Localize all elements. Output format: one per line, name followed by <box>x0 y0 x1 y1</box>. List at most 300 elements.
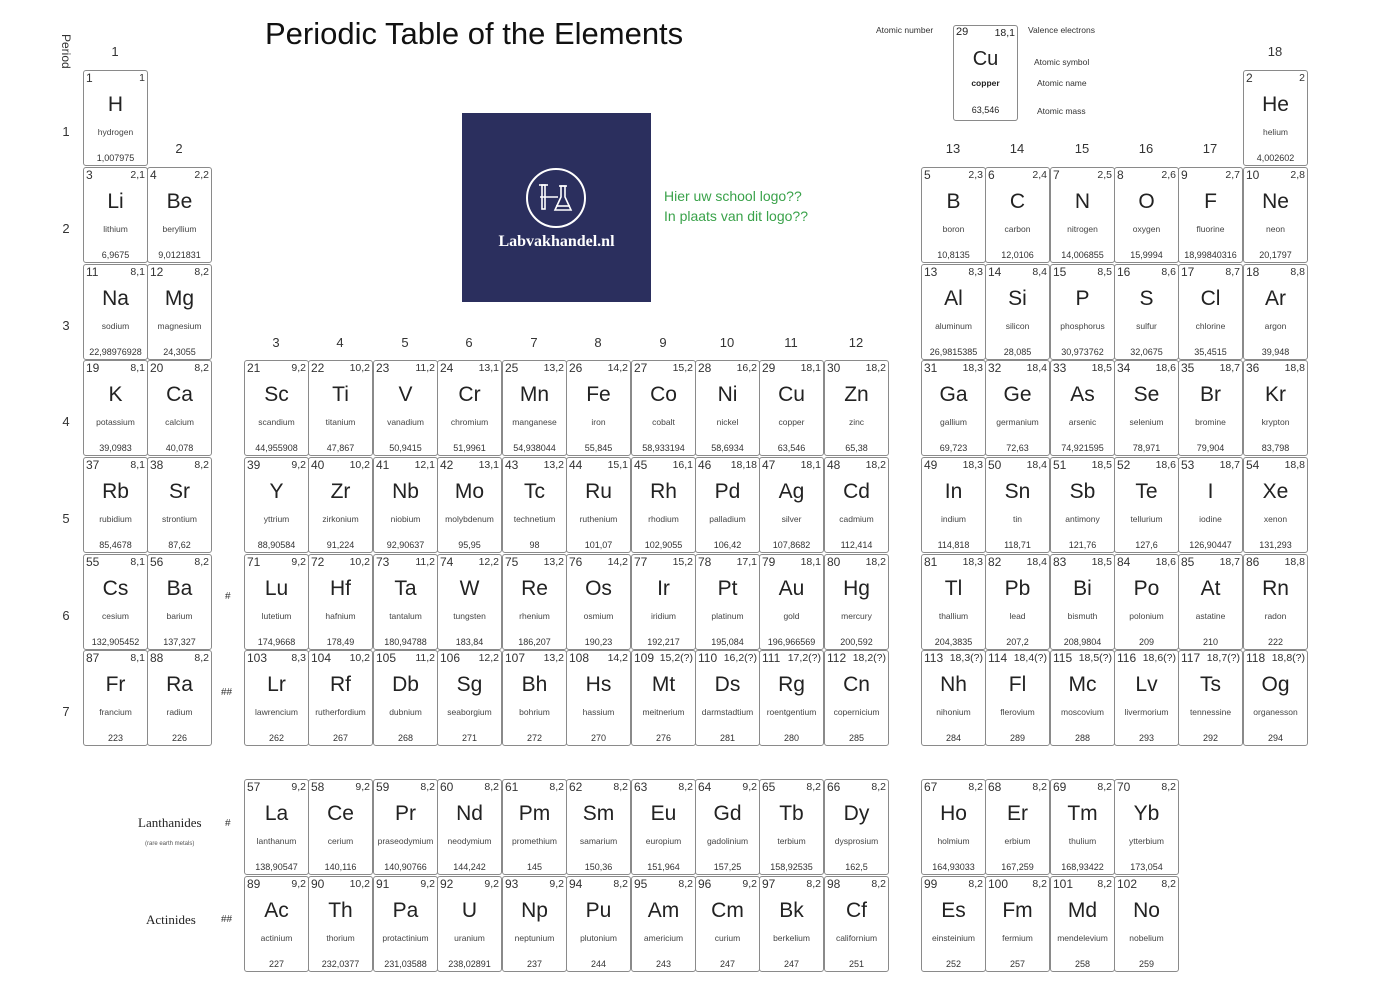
atomic-mass: 63,546 <box>777 443 806 453</box>
atomic-number: 108 <box>569 651 590 665</box>
element-cell-pr <box>373 779 438 875</box>
lanthanide-marker-main: # <box>225 591 231 602</box>
atomic-number: 97 <box>762 877 776 891</box>
element-cell-np <box>502 876 567 972</box>
valence-electrons: 8,2 <box>968 781 983 793</box>
element-symbol: Tc <box>524 480 545 503</box>
valence-electrons: 9,2 <box>742 878 757 890</box>
valence-electrons: 9,2 <box>355 781 370 793</box>
atomic-number: 76 <box>569 555 583 569</box>
element-symbol: Bh <box>521 673 548 696</box>
element-name: curium <box>714 933 741 943</box>
atomic-number: 24 <box>440 361 454 375</box>
atomic-mass: 58,933194 <box>642 443 685 453</box>
element-symbol: Hg <box>843 577 870 600</box>
period-label-7: 7 <box>62 704 70 719</box>
valence-electrons: 9,2 <box>291 459 306 471</box>
element-name: thallium <box>938 611 969 621</box>
legend-label-name: Atomic name <box>1037 78 1087 88</box>
atomic-number: 86 <box>1246 555 1260 569</box>
element-name: beryllium <box>162 224 197 234</box>
valence-electrons: 9,2 <box>484 878 499 890</box>
element-name: praseodymium <box>377 836 434 846</box>
valence-electrons: 8,2 <box>1161 878 1176 890</box>
element-cell-rg <box>759 650 824 746</box>
element-symbol: Ni <box>717 383 738 406</box>
group-label-12: 12 <box>848 335 864 350</box>
valence-electrons: 18,1 <box>800 459 821 471</box>
valence-electrons: 18,2 <box>865 556 886 568</box>
element-cell-mn <box>502 360 567 456</box>
element-cell-ts <box>1178 650 1243 746</box>
valence-electrons: 12,2 <box>478 652 499 664</box>
element-name: astatine <box>1195 611 1226 621</box>
element-name: platinum <box>711 611 744 621</box>
element-symbol: Ho <box>940 802 967 825</box>
element-symbol: Kr <box>1265 383 1286 406</box>
element-cell-v <box>373 360 438 456</box>
atomic-mass: 127,6 <box>1135 540 1158 550</box>
atomic-number: 7 <box>1053 168 1060 182</box>
valence-electrons: 9,2 <box>742 781 757 793</box>
element-cell-fe <box>566 360 631 456</box>
legend-valence: 18,1 <box>994 27 1015 39</box>
atomic-number: 38 <box>150 458 164 472</box>
element-cell-fr <box>83 650 148 746</box>
element-cell-tb <box>759 779 824 875</box>
element-symbol: Sg <box>456 673 483 696</box>
element-name: selenium <box>1129 417 1164 427</box>
atomic-mass: 12,0106 <box>1001 250 1034 260</box>
element-symbol: Cn <box>843 673 870 696</box>
atomic-mass: 9,0121831 <box>158 250 201 260</box>
element-symbol: At <box>1200 577 1221 600</box>
atomic-number: 82 <box>988 555 1002 569</box>
atomic-mass: 226 <box>171 733 188 743</box>
atomic-mass: 294 <box>1267 733 1284 743</box>
element-name: rutherfordium <box>315 707 366 717</box>
element-name: xenon <box>1263 514 1288 524</box>
element-symbol: Ta <box>394 577 417 600</box>
atomic-mass: 50,9415 <box>389 443 422 453</box>
atomic-mass: 222 <box>1267 637 1284 647</box>
element-cell-li <box>83 167 148 263</box>
element-name: fluorine <box>1196 224 1225 234</box>
valence-electrons: 8,2 <box>806 781 821 793</box>
atomic-mass: 22,98976928 <box>89 347 142 357</box>
valence-electrons: 8,1 <box>130 556 145 568</box>
atomic-mass: 65,38 <box>845 443 868 453</box>
element-symbol: C <box>1009 190 1026 213</box>
group-label-10: 10 <box>719 335 735 350</box>
element-symbol: P <box>1075 287 1090 310</box>
element-cell-tc <box>502 457 567 553</box>
element-cell-cl <box>1178 264 1243 360</box>
element-name: zinc <box>848 417 865 427</box>
element-name: sodium <box>101 321 130 331</box>
legend-label-atomic-number: Atomic number <box>876 25 934 35</box>
atomic-mass: 167,259 <box>1001 862 1034 872</box>
valence-electrons: 10,2 <box>349 878 370 890</box>
atomic-number: 117 <box>1181 651 1201 665</box>
atomic-mass: 54,938044 <box>513 443 556 453</box>
element-symbol: Eu <box>650 802 677 825</box>
lanthanide-marker-row: # <box>225 818 231 829</box>
element-name: rhodium <box>648 514 679 524</box>
valence-electrons: 18,6 <box>1155 362 1176 374</box>
period-label-6: 6 <box>62 608 70 623</box>
atomic-number: 4 <box>150 168 157 182</box>
atomic-number: 91 <box>376 877 390 891</box>
valence-electrons: 8,1 <box>130 266 145 278</box>
valence-electrons: 8,1 <box>130 652 145 664</box>
atomic-number: 1 <box>86 71 93 85</box>
element-name: moscovium <box>1061 707 1104 717</box>
valence-electrons: 8,3 <box>968 266 983 278</box>
element-cell-sn <box>985 457 1050 553</box>
valence-electrons: 2 <box>1299 72 1305 84</box>
atomic-number: 45 <box>634 458 648 472</box>
valence-electrons: 13,1 <box>478 362 499 374</box>
atomic-number: 102 <box>1117 877 1138 891</box>
valence-electrons: 17,2(?) <box>787 652 821 664</box>
atomic-mass: 243 <box>655 959 672 969</box>
element-symbol: Th <box>328 899 353 922</box>
atomic-mass: 92,90637 <box>386 540 425 550</box>
element-cell-lu <box>244 554 309 650</box>
element-name: radon <box>1264 611 1287 621</box>
atomic-number: 57 <box>247 780 261 794</box>
element-name: manganese <box>512 417 557 427</box>
valence-electrons: 18,6 <box>1155 459 1176 471</box>
element-cell-ca <box>147 360 212 456</box>
element-cell-ru <box>566 457 631 553</box>
valence-electrons: 8,2 <box>549 781 564 793</box>
element-cell-es <box>921 876 986 972</box>
element-cell-tl <box>921 554 986 650</box>
note-line-2: In plaats van dit logo?? <box>664 208 808 224</box>
atomic-mass: 251 <box>848 959 865 969</box>
atomic-number: 26 <box>569 361 583 375</box>
atomic-mass: 200,592 <box>840 637 873 647</box>
atomic-mass: 186,207 <box>518 637 551 647</box>
atomic-number: 59 <box>376 780 390 794</box>
element-cell-ir <box>631 554 696 650</box>
valence-electrons: 18,4 <box>1026 556 1047 568</box>
element-cell-ge <box>985 360 1050 456</box>
element-name: gallium <box>940 417 967 427</box>
element-symbol: Er <box>1007 802 1028 825</box>
element-name: silicon <box>1005 321 1030 331</box>
element-name: fermium <box>1002 933 1033 943</box>
element-cell-u <box>437 876 502 972</box>
valence-electrons: 8,2 <box>484 781 499 793</box>
element-name: darmstadtium <box>701 707 754 717</box>
element-name: krypton <box>1261 417 1290 427</box>
atomic-number: 79 <box>762 555 776 569</box>
atomic-mass: 267 <box>332 733 349 743</box>
element-name: chlorine <box>1195 321 1226 331</box>
element-symbol: Mg <box>164 287 195 310</box>
brand-name: Labvakhandel.nl <box>498 233 615 250</box>
element-cell-sm <box>566 779 631 875</box>
element-name: ytterbium <box>1129 836 1164 846</box>
chemistry-flask-icon <box>526 168 586 228</box>
atomic-number: 8 <box>1117 168 1124 182</box>
element-name: iron <box>591 417 606 427</box>
atomic-mass: 178,49 <box>326 637 355 647</box>
atomic-mass: 144,242 <box>453 862 486 872</box>
element-symbol: Rf <box>330 673 351 696</box>
atomic-mass: 18,99840316 <box>1184 250 1237 260</box>
element-symbol: Np <box>521 899 548 922</box>
element-symbol: Es <box>941 899 966 922</box>
element-cell-hs <box>566 650 631 746</box>
atomic-mass: 118,71 <box>1004 540 1031 550</box>
element-symbol: Ds <box>714 673 741 696</box>
element-cell-sc <box>244 360 309 456</box>
element-name: thulium <box>1068 836 1097 846</box>
atomic-number: 75 <box>505 555 519 569</box>
element-symbol: Hf <box>330 577 351 600</box>
group-label-13: 13 <box>945 141 961 156</box>
element-cell-cn <box>824 650 889 746</box>
legend-label-symbol: Atomic symbol <box>1034 57 1090 67</box>
element-name: barium <box>166 611 193 621</box>
atomic-mass: 58,6934 <box>711 443 744 453</box>
element-name: hafnium <box>325 611 356 621</box>
element-name: molybdenum <box>445 514 494 524</box>
element-name: zirkonium <box>322 514 359 524</box>
element-name: titanium <box>325 417 356 427</box>
atomic-number: 77 <box>634 555 648 569</box>
atomic-mass: 232,0377 <box>321 959 360 969</box>
atomic-number: 67 <box>924 780 938 794</box>
atomic-mass: 35,4515 <box>1194 347 1227 357</box>
element-symbol: Po <box>1133 577 1160 600</box>
element-symbol: Mn <box>519 383 550 406</box>
atomic-mass: 174,9668 <box>257 637 296 647</box>
atomic-number: 107 <box>505 651 526 665</box>
valence-electrons: 18,4(?) <box>1013 652 1047 664</box>
atomic-number: 56 <box>150 555 164 569</box>
element-cell-po <box>1114 554 1179 650</box>
element-symbol: Al <box>944 287 963 310</box>
element-cell-al <box>921 264 986 360</box>
valence-electrons: 10,2 <box>349 652 370 664</box>
atomic-number: 84 <box>1117 555 1131 569</box>
element-name: organesson <box>1253 707 1298 717</box>
element-cell-zr <box>308 457 373 553</box>
valence-electrons: 8,2 <box>678 781 693 793</box>
element-symbol: S <box>1139 287 1154 310</box>
atomic-number: 85 <box>1181 555 1195 569</box>
atomic-mass: 98 <box>529 540 540 550</box>
element-symbol: K <box>108 383 123 406</box>
element-symbol: Rh <box>650 480 677 503</box>
valence-electrons: 18,6(?) <box>1142 652 1176 664</box>
atomic-number: 105 <box>376 651 397 665</box>
atomic-mass: 145 <box>526 862 543 872</box>
atomic-number: 70 <box>1117 780 1131 794</box>
atomic-number: 29 <box>762 361 776 375</box>
atomic-mass: 10,8135 <box>937 250 970 260</box>
legend-mass: 63,546 <box>971 105 1000 115</box>
atomic-number: 64 <box>698 780 712 794</box>
legend-label-valence: Valence electrons <box>1028 25 1095 35</box>
element-symbol: Hs <box>585 673 612 696</box>
valence-electrons: 18,4 <box>1026 362 1047 374</box>
element-cell-am <box>631 876 696 972</box>
atomic-mass: 79,904 <box>1196 443 1225 453</box>
atomic-number: 116 <box>1117 651 1137 665</box>
atomic-number: 2 <box>1246 71 1253 85</box>
atomic-number: 98 <box>827 877 841 891</box>
valence-electrons: 8,2 <box>194 459 209 471</box>
atomic-number: 88 <box>150 651 164 665</box>
element-name: boron <box>942 224 965 234</box>
atomic-number: 113 <box>924 651 944 665</box>
atomic-mass: 258 <box>1074 959 1091 969</box>
element-cell-f <box>1178 167 1243 263</box>
element-symbol: Ca <box>166 383 193 406</box>
element-symbol: Ti <box>332 383 349 406</box>
valence-electrons: 2,6 <box>1161 169 1176 181</box>
atomic-mass: 272 <box>526 733 543 743</box>
valence-electrons: 18,5(?) <box>1078 652 1112 664</box>
valence-electrons: 2,1 <box>130 169 145 181</box>
valence-electrons: 18,5 <box>1091 362 1112 374</box>
element-symbol: Zr <box>330 480 351 503</box>
element-symbol: F <box>1204 190 1217 213</box>
element-name: lanthanum <box>256 836 297 846</box>
atomic-mass: 281 <box>719 733 736 743</box>
element-symbol: Rb <box>102 480 129 503</box>
valence-electrons: 18,18 <box>730 459 757 471</box>
element-cell-nh <box>921 650 986 746</box>
atomic-number: 110 <box>698 651 718 665</box>
element-name: dubnium <box>389 707 422 717</box>
element-cell-pt <box>695 554 760 650</box>
valence-electrons: 8,5 <box>1097 266 1112 278</box>
element-name: roentgentium <box>766 707 817 717</box>
element-name: palladium <box>709 514 746 524</box>
element-name: europium <box>645 836 682 846</box>
element-name: cesium <box>102 611 129 621</box>
element-name: nitrogen <box>1067 224 1098 234</box>
atomic-mass: 4,002602 <box>1256 153 1295 163</box>
atomic-number: 49 <box>924 458 938 472</box>
legend-example-cell <box>953 25 1018 121</box>
valence-electrons: 8,2 <box>871 878 886 890</box>
valence-electrons: 13,2 <box>543 459 564 471</box>
element-name: copper <box>778 417 805 427</box>
atomic-mass: 51,9961 <box>453 443 486 453</box>
element-symbol: Lu <box>264 577 289 600</box>
element-symbol: Md <box>1067 899 1098 922</box>
element-symbol: Mo <box>454 480 485 503</box>
element-cell-sb <box>1050 457 1115 553</box>
valence-electrons: 2,2 <box>194 169 209 181</box>
element-cell-mc <box>1050 650 1115 746</box>
element-name: aluminum <box>935 321 972 331</box>
group-label-18: 18 <box>1267 44 1283 59</box>
valence-electrons: 8,2 <box>871 781 886 793</box>
valence-electrons: 8,2 <box>194 362 209 374</box>
element-cell-pb <box>985 554 1050 650</box>
valence-electrons: 8,3 <box>291 652 306 664</box>
element-symbol: Xe <box>1262 480 1289 503</box>
valence-electrons: 8,2 <box>420 781 435 793</box>
valence-electrons: 15,2(?) <box>659 652 693 664</box>
atomic-mass: 126,90447 <box>1189 540 1232 550</box>
valence-electrons: 15,2 <box>672 556 693 568</box>
atomic-mass: 121,76 <box>1068 540 1097 550</box>
element-name: argon <box>1264 321 1287 331</box>
valence-electrons: 8,2 <box>194 652 209 664</box>
valence-electrons: 16,2 <box>736 362 757 374</box>
atomic-number: 95 <box>634 877 648 891</box>
element-symbol: Ne <box>1262 190 1289 213</box>
element-cell-te <box>1114 457 1179 553</box>
atomic-number: 39 <box>247 458 261 472</box>
element-name: carbon <box>1004 224 1031 234</box>
atomic-mass: 26,9815385 <box>929 347 978 357</box>
legend-atomic-number: 29 <box>956 26 969 38</box>
atomic-mass: 227 <box>268 959 285 969</box>
element-name: bohrium <box>519 707 550 717</box>
element-symbol: Si <box>1008 287 1027 310</box>
element-cell-mg <box>147 264 212 360</box>
atomic-mass: 140,116 <box>324 862 357 872</box>
atomic-mass: 276 <box>655 733 672 743</box>
element-cell-bh <box>502 650 567 746</box>
element-cell-pa <box>373 876 438 972</box>
element-symbol: Ce <box>327 802 354 825</box>
element-symbol: Am <box>647 899 680 922</box>
element-name: uranium <box>454 933 485 943</box>
element-name: mercury <box>841 611 872 621</box>
atomic-mass: 173,054 <box>1130 862 1163 872</box>
atomic-number: 10 <box>1246 168 1260 182</box>
atomic-mass: 288 <box>1074 733 1091 743</box>
element-symbol: Sn <box>1004 480 1031 503</box>
element-symbol: Fr <box>105 673 126 696</box>
atomic-number: 90 <box>311 877 325 891</box>
atomic-number: 83 <box>1053 555 1067 569</box>
atomic-mass: 69,723 <box>939 443 968 453</box>
atomic-mass: 39,948 <box>1261 347 1290 357</box>
atomic-mass: 158,92535 <box>770 862 813 872</box>
atomic-number: 37 <box>86 458 100 472</box>
element-name: phosphorus <box>1060 321 1105 331</box>
atomic-number: 106 <box>440 651 461 665</box>
element-symbol: Br <box>1200 383 1221 406</box>
element-name: holmium <box>937 836 970 846</box>
element-cell-at <box>1178 554 1243 650</box>
atomic-mass: 14,006855 <box>1061 250 1104 260</box>
element-name: lithium <box>103 224 128 234</box>
group-label-2: 2 <box>175 141 183 156</box>
element-cell-os <box>566 554 631 650</box>
atomic-number: 96 <box>698 877 712 891</box>
element-name: plutonium <box>580 933 617 943</box>
atomic-mass: 85,4678 <box>99 540 132 550</box>
atomic-number: 41 <box>376 458 390 472</box>
element-name: neptunium <box>514 933 555 943</box>
atomic-number: 25 <box>505 361 519 375</box>
element-symbol: Co <box>650 383 677 406</box>
